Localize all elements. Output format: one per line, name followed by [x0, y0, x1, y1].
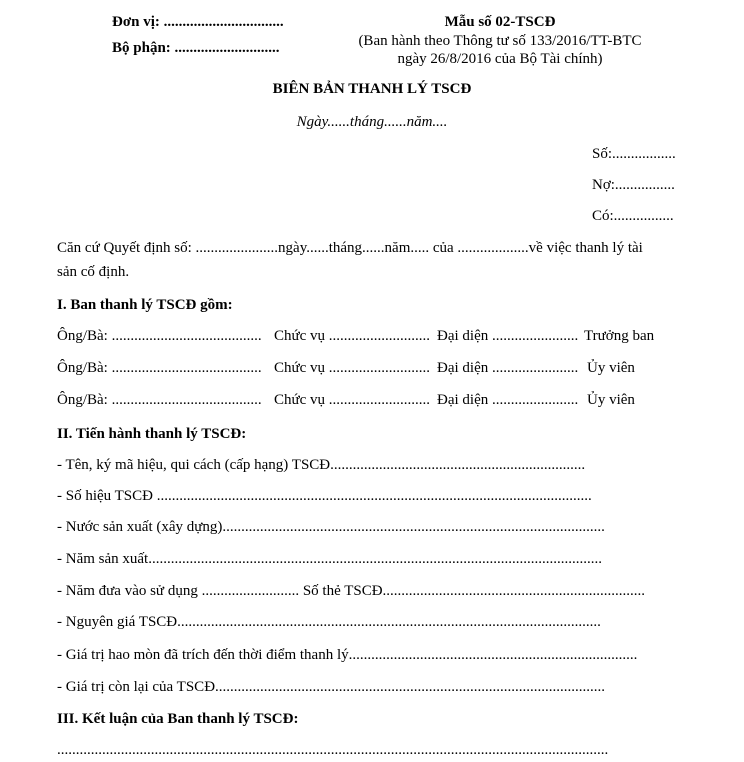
- member-name: Ông/Bà: ........................................: [57, 392, 262, 408]
- section-2-heading: II. Tiến hành thanh lý TSCĐ:: [57, 426, 247, 442]
- section-3-heading: III. Kết luận của Ban thanh lý TSCĐ:: [57, 711, 299, 727]
- member-role: Ủy viên: [587, 360, 635, 376]
- member-position: Chức vụ ...........................: [274, 360, 431, 376]
- list-item: - Giá trị còn lại của TSCĐ........................................................................................................: [57, 679, 606, 695]
- member-representing: Đại diện .......................: [437, 328, 579, 344]
- form-number: Mẫu số 02-TSCĐ: [444, 14, 556, 30]
- list-item: - Tên, ký mã hiệu, qui cách (cấp hạng) TSCĐ....................................................................: [57, 457, 586, 473]
- member-role: Trưởng ban: [584, 328, 655, 344]
- conclusion-line: ...................................................................................................................................................: [57, 742, 609, 758]
- list-item: - Nước sản xuất (xây dựng)......................................................................................................: [57, 519, 605, 535]
- list-item: - Nguyên giá TSCĐ.................................................................................................................: [57, 614, 601, 630]
- document-title: BIÊN BẢN THANH LÝ TSCĐ: [272, 81, 472, 97]
- list-item: - Giá trị hao mòn đã trích đến thời điểm thanh lý.............................................................................: [57, 647, 638, 663]
- list-item: - Năm sản xuất.........................................................................................................................: [57, 551, 602, 567]
- member-name: Ông/Bà: ........................................: [57, 328, 262, 344]
- document-number: Số:.................: [592, 146, 676, 162]
- issued-by-line2: ngày 26/8/2016 của Bộ Tài chính): [397, 51, 603, 67]
- basis-line-2: sản cố định.: [57, 264, 130, 280]
- document-date: Ngày......tháng......năm....: [296, 114, 448, 130]
- member-representing: Đại diện .......................: [437, 360, 579, 376]
- member-role: Ủy viên: [587, 392, 635, 408]
- member-position: Chức vụ ...........................: [274, 328, 431, 344]
- member-representing: Đại diện .......................: [437, 392, 579, 408]
- department-field: Bộ phận: ............................: [112, 40, 280, 56]
- member-name: Ông/Bà: ........................................: [57, 360, 262, 376]
- list-item: - Số hiệu TSCĐ ....................................................................................................................: [57, 488, 592, 504]
- debit-account: Nợ:................: [592, 177, 675, 193]
- list-item: - Năm đưa vào sử dụng .......................... Số thẻ TSCĐ......................................................................: [57, 583, 646, 599]
- issued-by-line1: (Ban hành theo Thông tư số 133/2016/TT-BTC: [358, 33, 642, 49]
- member-position: Chức vụ ...........................: [274, 392, 431, 408]
- unit-field: Đơn vị: ................................: [112, 14, 284, 30]
- credit-account: Có:................: [592, 208, 674, 224]
- section-1-heading: I. Ban thanh lý TSCĐ gồm:: [57, 297, 233, 313]
- basis-line-1: Căn cứ Quyết định số: ......................ngày......tháng......năm..... của ...................về việc thanh lý tài: [57, 240, 643, 256]
